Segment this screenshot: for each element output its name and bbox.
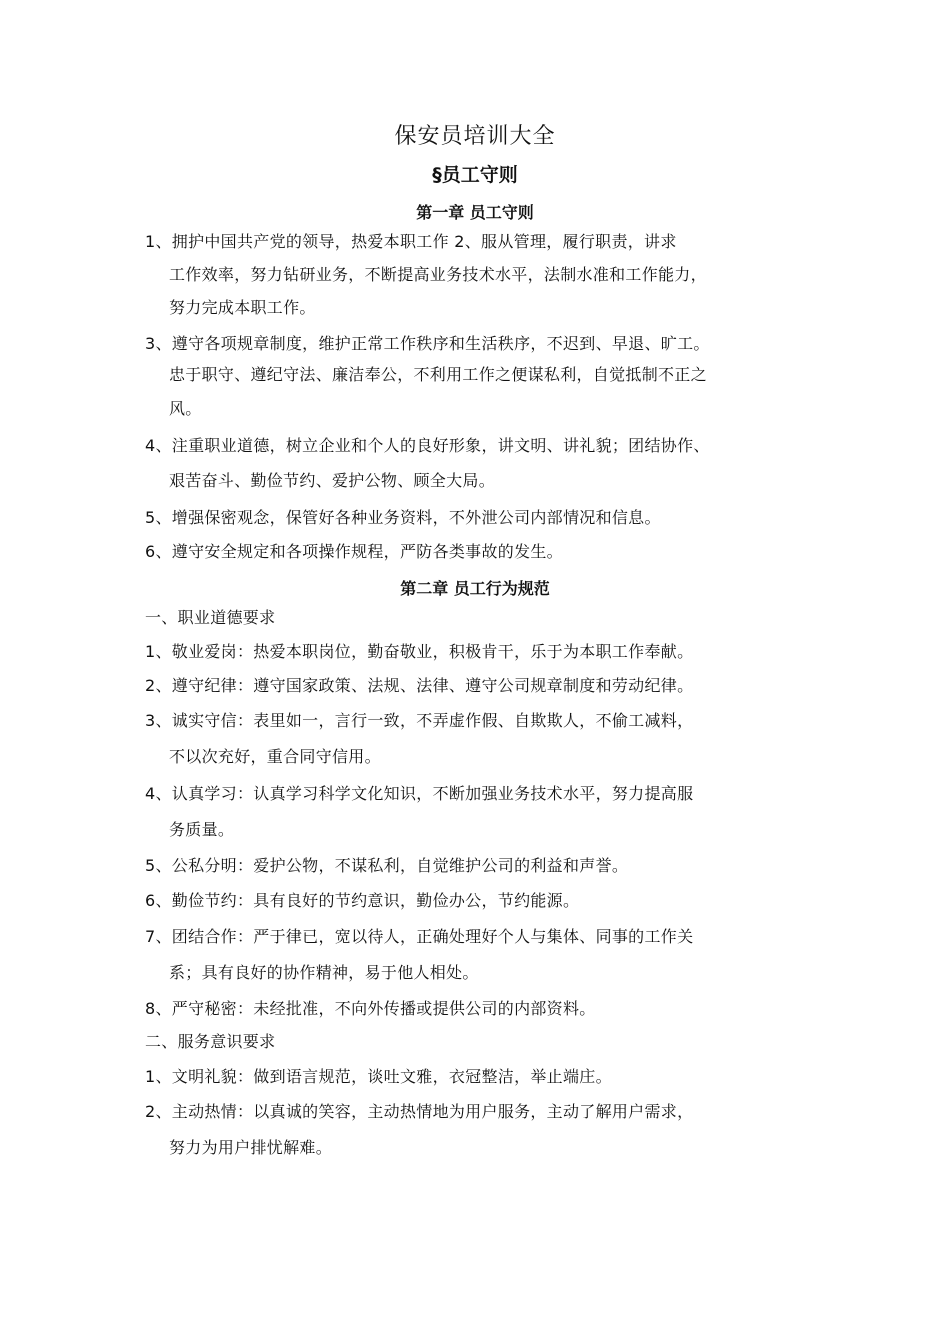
- paragraph-line: 4、认真学习：认真学习科学文化知识，不断加强业务技术水平，努力提高服: [145, 784, 694, 803]
- paragraph-line: 1、敬业爱岗：热爱本职岗位，勤奋敬业，积极肯干，乐于为本职工作奉献。: [145, 642, 694, 661]
- chapter-heading: 第一章 员工守则: [416, 203, 534, 222]
- paragraph-line: 3、遵守各项规章制度，维护正常工作秩序和生活秩序，不迟到、早退、旷工。: [145, 334, 710, 353]
- paragraph-line: 工作效率，努力钻研业务，不断提高业务技术水平，法制水准和工作能力，: [169, 265, 707, 284]
- paragraph-line: 努力为用户排忧解难。: [169, 1138, 333, 1157]
- paragraph-line: 务质量。: [169, 820, 235, 839]
- paragraph-line: 1、拥护中国共产党的领导，热爱本职工作 2、服从管理，履行职责，讲求: [145, 232, 677, 251]
- document-subtitle: §员工守则: [432, 164, 518, 186]
- paragraph-line: 艰苦奋斗、勤俭节约、爱护公物、顾全大局。: [169, 471, 496, 490]
- section-heading: 一、职业道德要求: [145, 608, 276, 627]
- paragraph-line: 8、严守秘密：未经批准，不向外传播或提供公司的内部资料。: [145, 999, 596, 1018]
- paragraph-line: 6、勤俭节约：具有良好的节约意识，勤俭办公，节约能源。: [145, 891, 580, 910]
- paragraph-line: 风。: [169, 399, 202, 418]
- paragraph-line: 6、遵守安全规定和各项操作规程，严防各类事故的发生。: [145, 542, 563, 561]
- section-heading: 二、服务意识要求: [145, 1032, 276, 1051]
- paragraph-line: 1、文明礼貌：做到语言规范，谈吐文雅，衣冠整洁，举止端庄。: [145, 1067, 612, 1086]
- paragraph-line: 2、遵守纪律：遵守国家政策、法规、法律、遵守公司规章制度和劳动纪律。: [145, 676, 694, 695]
- paragraph-line: 5、公私分明：爱护公物，不谋私利，自觉维护公司的利益和声誉。: [145, 856, 629, 875]
- paragraph-line: 忠于职守、遵纪守法、廉洁奉公，不利用工作之便谋私利，自觉抵制不正之: [169, 365, 707, 384]
- chapter-heading: 第二章 员工行为规范: [400, 579, 550, 598]
- paragraph-line: 系；具有良好的协作精神，易于他人相处。: [169, 963, 479, 982]
- paragraph-line: 不以次充好，重合同守信用。: [169, 747, 381, 766]
- document-title: 保安员培训大全: [394, 124, 556, 149]
- paragraph-line: 2、主动热情：以真诚的笑容，主动热情地为用户服务，主动了解用户需求，: [145, 1102, 694, 1121]
- paragraph-line: 努力完成本职工作。: [169, 298, 316, 317]
- paragraph-line: 7、团结合作：严于律已，宽以待人，正确处理好个人与集体、同事的工作关: [145, 927, 694, 946]
- paragraph-line: 3、诚实守信：表里如一，言行一致，不弄虚作假、自欺欺人，不偷工减料，: [145, 711, 694, 730]
- paragraph-line: 4、注重职业道德，树立企业和个人的良好形象，讲文明、讲礼貌；团结协作、: [145, 436, 710, 455]
- paragraph-line: 5、增强保密观念，保管好各种业务资料，不外泄公司内部情况和信息。: [145, 508, 661, 527]
